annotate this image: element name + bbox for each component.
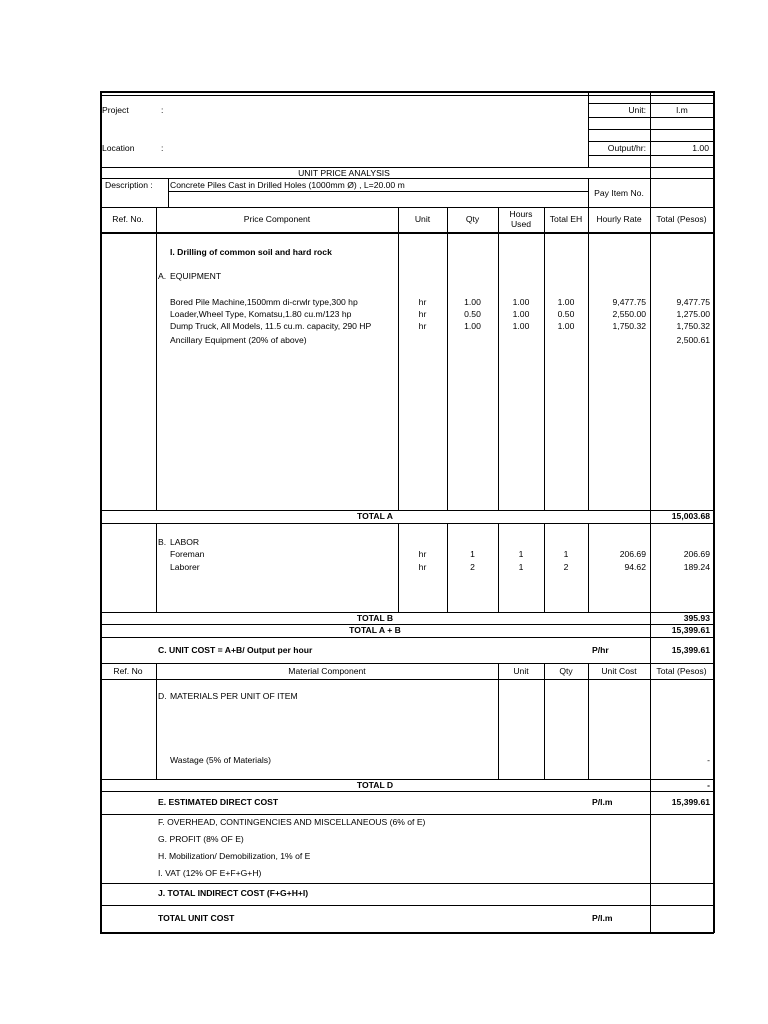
rule: [100, 905, 714, 906]
description-label: Description :: [105, 180, 153, 190]
unit-value: l.m: [676, 105, 688, 115]
rule: [100, 232, 714, 234]
total-a-label: TOTAL A: [357, 511, 393, 521]
total-b-label: TOTAL B: [356, 613, 394, 623]
rule: [156, 523, 157, 612]
unit-cost-unit: P/hr: [592, 645, 609, 655]
indirect-item: G. PROFIT (8% OF E): [158, 834, 244, 844]
project-colon: :: [161, 105, 164, 115]
mat-col-unit-cost: Unit Cost: [601, 666, 637, 676]
col-hours-used-1: Hours: [509, 209, 533, 219]
rule: [168, 191, 588, 192]
indirect-item: F. OVERHEAD, CONTINGENCIES AND MISCELLANEOUS (6% of E): [158, 817, 426, 827]
total-unit-cost-label: TOTAL UNIT COST: [158, 913, 235, 923]
rule: [100, 883, 714, 884]
unit-label: Unit:: [628, 105, 646, 115]
item-rate: 9,477.75: [612, 297, 646, 307]
mat-col-total: Total (Pesos): [656, 666, 707, 676]
rule: [588, 663, 589, 780]
output-label: Output/hr:: [607, 143, 646, 153]
item-unit: hr: [418, 321, 427, 331]
mat-col-qty: Qty: [559, 666, 573, 676]
rule: [650, 814, 651, 932]
item-hours: 1.00: [512, 297, 530, 307]
rule: [100, 95, 714, 96]
col-total: Total (Pesos): [656, 214, 707, 224]
rule: [100, 523, 714, 524]
output-value: 1.00: [692, 143, 709, 153]
rule: [156, 663, 157, 780]
item-rate: 206.69: [619, 549, 646, 559]
item-name: Laborer: [170, 562, 200, 572]
item-total: 9,477.75: [676, 297, 710, 307]
labor-letter: B.: [158, 537, 167, 547]
mat-col-unit: Unit: [513, 666, 529, 676]
direct-cost-unit: P/l.m: [592, 797, 613, 807]
rule: [398, 207, 399, 511]
item-total: 2,500.61: [676, 335, 710, 345]
rule: [447, 207, 448, 511]
item-unit: hr: [418, 562, 427, 572]
rule: [100, 679, 714, 680]
rule: [588, 155, 714, 156]
item-name: Foreman: [170, 549, 205, 559]
mat-col-ref: Ref. No: [113, 666, 143, 676]
total-b-value: 395.93: [683, 613, 710, 623]
item-qty: 0.50: [464, 309, 481, 319]
frame-bottom: [100, 932, 714, 934]
total-d-value: -: [707, 780, 710, 790]
pay-item-label: Pay Item No.: [594, 188, 644, 198]
item-name: Loader,Wheel Type, Komatsu,1.80 cu.m/123 hp: [170, 309, 352, 319]
equipment-heading: EQUIPMENT: [170, 271, 222, 281]
direct-cost-value: 15,399.61: [671, 797, 710, 807]
item-total: 206.69: [683, 549, 710, 559]
rule: [100, 663, 714, 664]
direct-cost-label: E. ESTIMATED DIRECT COST: [158, 797, 279, 807]
rule: [650, 207, 651, 511]
item-rate: 94.62: [624, 562, 646, 572]
item-qty: 1.00: [464, 297, 481, 307]
description-value: Concrete Piles Cast in Drilled Holes (1000mm Ø) , L=20.00 m: [170, 180, 405, 190]
location-label: Location: [102, 143, 135, 153]
location-colon: :: [161, 143, 164, 153]
rule: [498, 207, 499, 511]
item-eh: 0.50: [557, 309, 575, 319]
rule: [100, 637, 714, 638]
item-eh: 1.00: [557, 321, 575, 331]
item-qty: 1.00: [464, 321, 481, 331]
section-title: I. Drilling of common soil and hard rock: [170, 247, 332, 257]
unit-cost-label: C. UNIT COST = A+B/ Output per hour: [158, 645, 313, 655]
item-unit: hr: [418, 549, 427, 559]
rule: [650, 91, 651, 208]
wastage-label: Wastage (5% of Materials): [170, 755, 271, 765]
unit-cost-value: 15,399.61: [671, 645, 710, 655]
rule: [544, 207, 545, 511]
rule: [544, 663, 545, 780]
materials-heading: MATERIALS PER UNIT OF ITEM: [170, 691, 298, 701]
item-eh: 1.00: [557, 297, 575, 307]
col-hourly-rate: Hourly Rate: [596, 214, 642, 224]
col-unit: Unit: [414, 214, 431, 224]
col-hours-used-2: Used: [510, 219, 532, 229]
rule: [156, 207, 157, 511]
rule: [588, 103, 714, 104]
frame-top: [100, 91, 714, 93]
item-rate: 2,550.00: [612, 309, 646, 319]
labor-heading: LABOR: [170, 537, 200, 547]
item-eh: 2: [563, 562, 569, 572]
item-hours: 1.00: [512, 321, 530, 331]
item-unit: hr: [418, 309, 427, 319]
col-qty: Qty: [465, 214, 480, 224]
indirect-item: H. Mobilization/ Demobilization, 1% of E: [158, 851, 311, 861]
item-name: Dump Truck, All Models, 11.5 cu.m. capacity, 290 HP: [170, 321, 372, 331]
frame-right: [713, 91, 715, 933]
rule: [588, 129, 714, 130]
total-unit-cost-unit: P/l.m: [592, 913, 613, 923]
rule: [100, 178, 714, 179]
item-rate: 1,750.32: [612, 321, 646, 331]
rule: [100, 814, 714, 815]
rule: [100, 207, 714, 208]
item-total: 1,750.32: [676, 321, 710, 331]
rule: [588, 207, 589, 511]
rule: [100, 791, 714, 792]
mat-col-component: Material Component: [288, 666, 366, 676]
item-qty: 2: [470, 562, 475, 572]
item-name: Ancillary Equipment (20% of above): [170, 335, 307, 345]
rule: [168, 178, 169, 208]
indirect-item: I. VAT (12% OF E+F+G+H): [158, 868, 262, 878]
item-total: 189.24: [683, 562, 710, 572]
col-component: Price Component: [243, 214, 311, 224]
equipment-letter: A.: [158, 271, 167, 281]
total-ab-label: TOTAL A + B: [349, 625, 401, 635]
item-hours: 1.00: [512, 309, 530, 319]
total-a-value: 15,003.68: [671, 511, 710, 521]
sheet-title: UNIT PRICE ANALYSIS: [298, 168, 390, 178]
total-indirect-label: J. TOTAL INDIRECT COST (F+G+H+I): [158, 888, 309, 898]
materials-letter: D.: [158, 691, 167, 701]
item-total: 1,275.00: [676, 309, 710, 319]
item-qty: 1: [470, 549, 475, 559]
col-ref: Ref. No.: [112, 214, 144, 224]
rule: [498, 663, 499, 780]
item-unit: hr: [418, 297, 427, 307]
rule: [588, 117, 714, 118]
col-total-eh: Total EH: [549, 214, 583, 224]
rule: [588, 141, 714, 142]
total-d-label: TOTAL D: [356, 780, 394, 790]
item-name: Bored Pile Machine,1500mm di-crwlr type,300 hp: [170, 297, 358, 307]
total-ab-value: 15,399.61: [671, 625, 710, 635]
item-eh: 1: [563, 549, 569, 559]
project-label: Project: [102, 105, 129, 115]
item-hours: 1: [518, 562, 524, 572]
wastage-value: -: [707, 755, 710, 765]
item-hours: 1: [518, 549, 524, 559]
